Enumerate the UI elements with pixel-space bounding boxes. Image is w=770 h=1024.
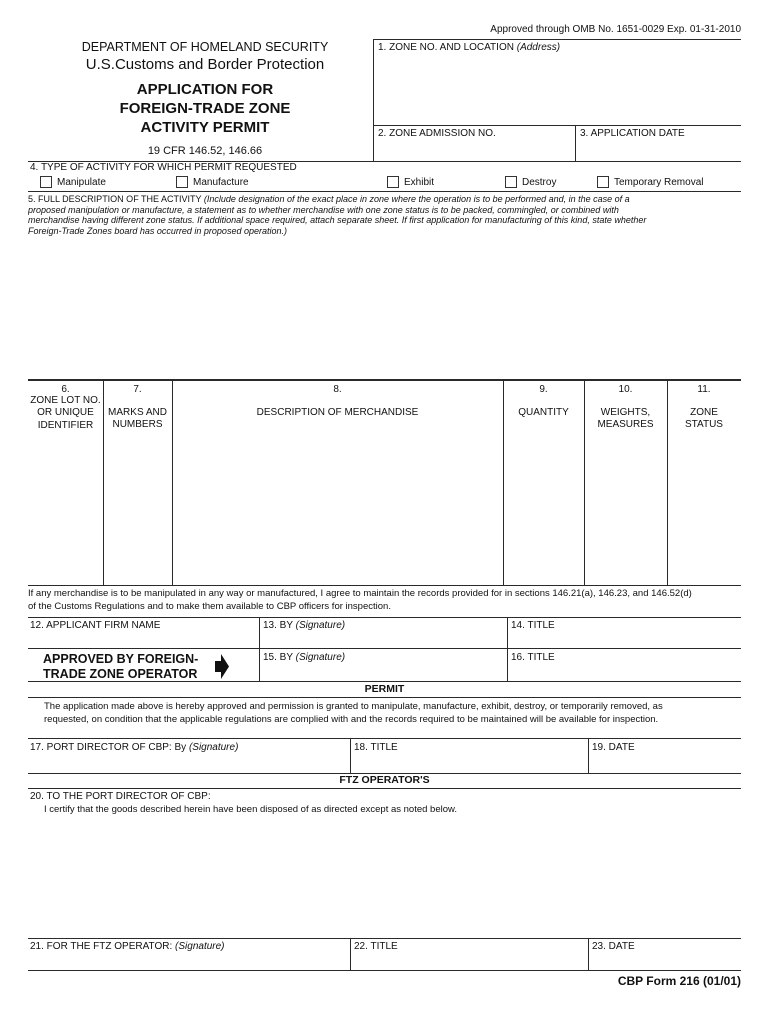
description-instructions-line-1: 5. FULL DESCRIPTION OF THE ACTIVITY (Include designation of the exact place in zone where the operation is to be performed and, in the case of a — [28, 194, 630, 204]
manufacture-checkbox[interactable] — [176, 176, 188, 188]
form-title-line-2: FOREIGN-TRADE ZONE — [119, 100, 291, 117]
column-10-number: 10. — [618, 384, 633, 395]
operator-signature-label: 15. BY (Signature) — [263, 652, 346, 663]
divider — [28, 788, 741, 789]
column-6-number: 6. — [61, 384, 70, 395]
column-9-number: 9. — [539, 384, 548, 395]
weights-measures-cell[interactable] — [585, 438, 666, 584]
permit-text-line-2: requested, on condition that the applicable regulations are complied with and the records required to be maintained will be available for inspection. — [44, 714, 659, 725]
description-instructions-line-4: Foreign-Trade Zones board has occurred in proposed operation.) — [28, 225, 287, 236]
applicant-signature-field[interactable] — [260, 633, 506, 647]
zone-lot-cell[interactable] — [28, 438, 102, 584]
zone-status-cell[interactable] — [668, 438, 741, 584]
divider — [28, 617, 741, 618]
port-director-signature-label: 17. PORT DIRECTOR OF CBP: By (Signature) — [30, 742, 239, 753]
agency-name: U.S.Customs and Border Protection — [85, 56, 325, 73]
ftz-operator-date-label: 23. DATE — [592, 941, 635, 952]
description-instructions-line-3: merchandise having different zone status. If additional space required, attach separate sheet. If first application for manufacturing of this kind, state whether — [28, 215, 647, 225]
exhibit-label: Exhibit — [404, 177, 435, 188]
divider — [28, 970, 741, 971]
applicant-signature-label: 13. BY (Signature) — [263, 620, 346, 631]
arrow-right-icon — [215, 654, 229, 679]
agreement-line-2: of the Customs Regulations and to make them available to CBP officers for inspection. — [28, 601, 391, 612]
marks-numbers-cell[interactable] — [104, 438, 171, 584]
certify-statement: I certify that the goods described herein have been disposed of as directed except as noted below. — [44, 804, 457, 815]
application-date-field[interactable] — [576, 141, 740, 160]
form-id: CBP Form 216 (01/01) — [617, 974, 741, 988]
ftz-operator-signature-field[interactable] — [28, 955, 349, 969]
column-8-number: 8. — [333, 384, 342, 395]
omb-notice: Approved through OMB No. 1651-0029 Exp. 01-31-2010 — [490, 24, 741, 35]
divider — [28, 697, 741, 698]
description-instructions-line-2: proposed manipulation or manufacture, a statement as to whether merchandise with one zone status is to be packed, commingled, or combined with — [28, 204, 619, 215]
port-director-title-field[interactable] — [351, 756, 587, 772]
zone-location-label: 1. ZONE NO. AND LOCATION (Address) — [378, 42, 561, 53]
temporary-removal-label: Temporary Removal — [614, 177, 704, 188]
port-director-date-label: 19. DATE — [592, 742, 635, 753]
column-10-header: WEIGHTS, MEASURES — [597, 407, 654, 431]
destroy-checkbox[interactable] — [505, 176, 517, 188]
column-11-header: ZONE STATUS — [685, 407, 723, 431]
ftz-operator-title-field[interactable] — [351, 955, 587, 969]
ftz-operator-date-field[interactable] — [589, 955, 741, 969]
application-date-label: 3. APPLICATION DATE — [580, 128, 685, 139]
operator-title-label: 16. TITLE — [511, 652, 555, 663]
destroy-label: Destroy — [522, 177, 557, 188]
merchandise-description-cell[interactable] — [173, 438, 502, 584]
column-6-header: ZONE LOT NO. OR UNIQUE IDENTIFIER — [30, 395, 101, 431]
permit-text-line-1: The application made above is hereby approved and permission is granted to manipulate, manufacture, exhibit, destroy, or temporarily removed, as — [44, 701, 663, 712]
column-7-number: 7. — [133, 384, 142, 395]
manipulate-label: Manipulate — [57, 177, 106, 188]
column-9-header: QUANTITY — [518, 407, 569, 418]
applicant-firm-field[interactable] — [28, 633, 258, 647]
quantity-cell[interactable] — [504, 438, 583, 584]
column-7-header: MARKS AND NUMBERS — [108, 407, 167, 431]
table-bottom-border — [28, 585, 741, 586]
manufacture-label: Manufacture — [193, 177, 249, 188]
column-11-number: 11. — [697, 384, 711, 395]
ftz-operator-title-label: 22. TITLE — [354, 941, 398, 952]
applicant-title-field[interactable] — [508, 633, 741, 647]
divider — [28, 938, 741, 939]
ftz-operator-heading: FTZ OPERATOR'S — [339, 774, 430, 786]
port-director-date-field[interactable] — [589, 756, 741, 772]
column-8-header: DESCRIPTION OF MERCHANDISE — [256, 407, 419, 418]
port-director-address-label: 20. TO THE PORT DIRECTOR OF CBP: — [30, 791, 211, 802]
ftz-operator-signature-label: 21. FOR THE FTZ OPERATOR: (Signature) — [30, 941, 225, 952]
cfr-reference: 19 CFR 146.52, 146.66 — [147, 145, 263, 157]
disposition-notes-field[interactable] — [28, 818, 741, 936]
divider — [28, 648, 741, 649]
operator-signature-field[interactable] — [260, 665, 506, 680]
manipulate-checkbox[interactable] — [40, 176, 52, 188]
table-top-border — [28, 379, 741, 381]
form-title-line-1: APPLICATION FOR — [136, 81, 274, 98]
port-director-title-label: 18. TITLE — [354, 742, 398, 753]
operator-approval-heading: APPROVED BY FOREIGN- TRADE ZONE OPERATOR — [43, 652, 199, 681]
form-title-line-3: ACTIVITY PERMIT — [140, 119, 270, 136]
activity-type-label: 4. TYPE OF ACTIVITY FOR WHICH PERMIT REQUESTED — [30, 162, 297, 173]
divider — [28, 681, 741, 682]
temporary-removal-checkbox[interactable] — [597, 176, 609, 188]
divider — [28, 738, 741, 739]
applicant-firm-label: 12. APPLICANT FIRM NAME — [30, 620, 161, 631]
divider — [373, 39, 741, 40]
zone-admission-field[interactable] — [374, 141, 574, 160]
operator-title-field[interactable] — [508, 665, 741, 680]
port-director-signature-field[interactable] — [28, 756, 349, 772]
divider — [373, 125, 741, 126]
divider — [28, 191, 741, 192]
activity-description-field[interactable] — [28, 238, 741, 378]
agreement-line-1: If any merchandise is to be manipulated in any way or manufactured, I agree to maintain the records provided for in sections 146.21(a), 146.23, and 146.52(d) — [28, 588, 692, 599]
zone-admission-label: 2. ZONE ADMISSION NO. — [378, 128, 496, 139]
permit-heading: PERMIT — [364, 683, 405, 695]
department-name: DEPARTMENT OF HOMELAND SECURITY — [81, 40, 329, 54]
zone-location-field[interactable] — [374, 56, 740, 124]
applicant-title-label: 14. TITLE — [511, 620, 555, 631]
exhibit-checkbox[interactable] — [387, 176, 399, 188]
